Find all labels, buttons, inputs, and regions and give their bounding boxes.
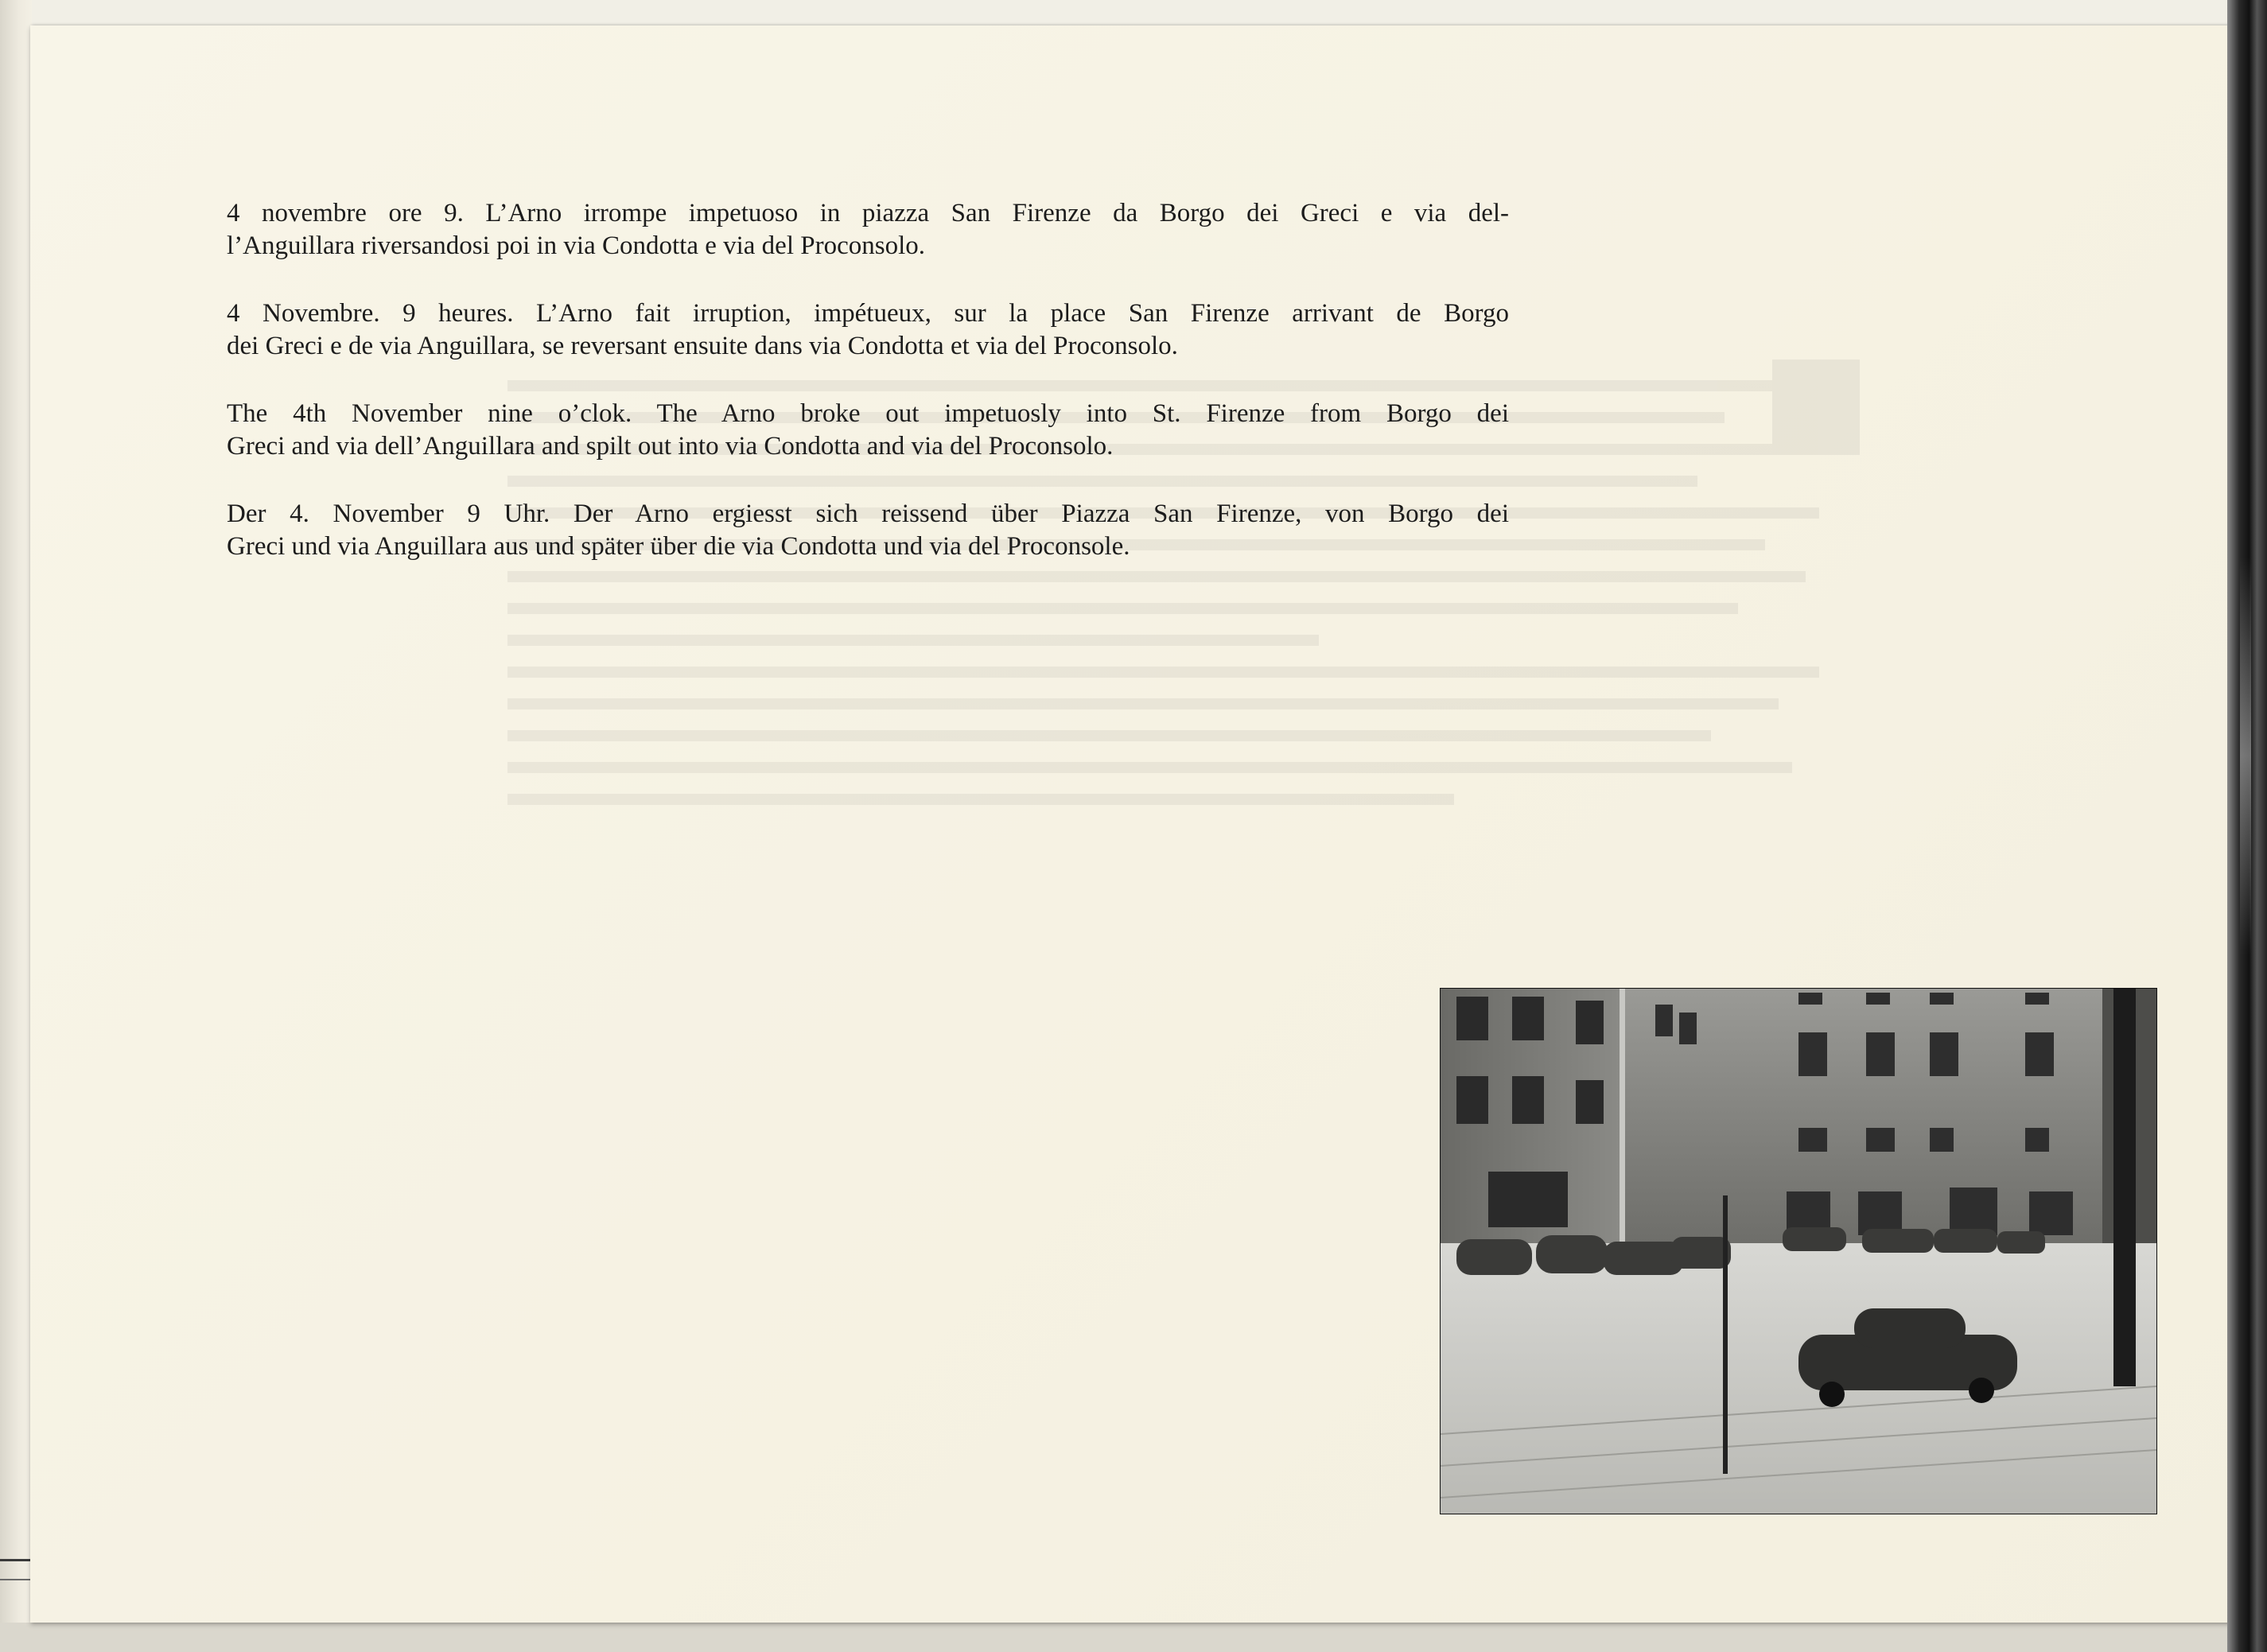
- left-page-edge: [0, 0, 32, 1652]
- edge-divider: [0, 1559, 32, 1561]
- text-line: 4 Novembre. 9 heures. L’Arno fait irruption, impétueux, sur la place San Firenze arrivant de Borgo: [227, 299, 1509, 328]
- binding-highlight: [2240, 557, 2251, 954]
- caption-italian: [227, 197, 1509, 262]
- text-line: dei Greci e de via Anguillara, se reversant ensuite dans via Condotta et via del Proconsolo.: [227, 332, 1178, 360]
- caption-french: [227, 297, 1509, 363]
- edge-divider: [0, 1579, 32, 1580]
- text-line: l’Anguillara riversandosi poi in via Condotta e via del Proconsolo.: [227, 231, 925, 260]
- text-line: Greci and via dell’Anguillara and spilt out into via Condotta and via del Proconsolo.: [227, 432, 1114, 461]
- text-line: 4 novembre ore 9. L’Arno irrompe impetuoso in piazza San Firenze da Borgo dei Greci e via del-: [227, 199, 1509, 227]
- text-line: Greci und via Anguillara aus und später über die via Condotta und via del Proconsole.: [227, 532, 1130, 561]
- caption-text-block: [227, 197, 1509, 598]
- piazza-photo: [1440, 988, 2157, 1514]
- bottom-shadow: [0, 1623, 2267, 1652]
- text-line: Der 4. November 9 Uhr. Der Arno ergiesst sich reissend über Piazza San Firenze, von Borgo dei: [227, 499, 1509, 528]
- text-line: The 4th November nine o’clok. The Arno broke out impetuosly into St. Firenze from Borgo dei: [227, 399, 1509, 428]
- caption-german: [227, 498, 1509, 563]
- caption-english: [227, 398, 1509, 463]
